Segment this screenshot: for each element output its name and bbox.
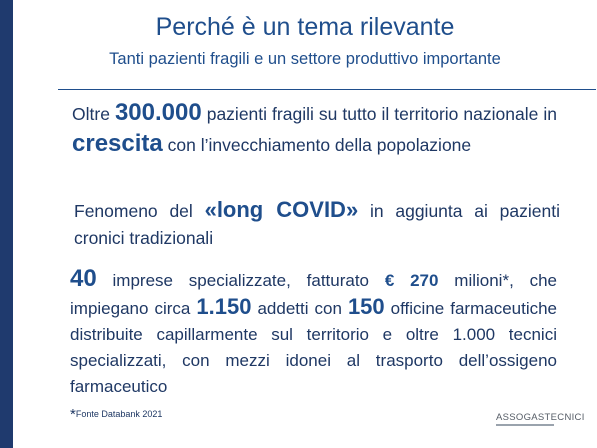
logo-text: ASSOGASTECNICI (496, 412, 585, 423)
companies-count: 40 (70, 265, 97, 292)
patients-count: 300.000 (114, 99, 202, 126)
source-footnote (70, 406, 162, 423)
paragraph-text: milioni*, che impiegano circa (70, 271, 558, 318)
employees-count: 1.150 (196, 294, 252, 319)
paragraph-text: con l’invecchiamento della popolazione (162, 135, 472, 155)
paragraph-text: Fenomeno del (74, 201, 205, 221)
paragraph-text: imprese specializzate, fatturato (96, 271, 385, 290)
paragraph-text: in aggiunta ai pazienti cronici tradizionali (74, 201, 561, 248)
workshops-count: 150 (347, 294, 385, 319)
paragraph-text: pazienti fragili su tutto il territorio nazionale in (201, 104, 557, 124)
revenue-value: € 270 (384, 271, 439, 290)
paragraph-text: officine farmaceutiche distribuite capillarmente sul territorio e oltre 1.000 tecnici specializzati, con mezzi idonei al trasporto dell’ossigeno farmaceutico (70, 299, 558, 396)
logo-underline (496, 424, 554, 426)
paragraph-long-covid (74, 196, 560, 252)
assogastecnici-logo (496, 412, 586, 434)
growth-highlight: crescita (72, 130, 163, 157)
paragraph-text: Oltre (72, 104, 115, 124)
footnote-text: Fonte Databank 2021 (75, 409, 163, 419)
paragraph-text: addetti con (251, 299, 348, 318)
paragraph-patients (72, 98, 557, 160)
left-accent-bar (0, 0, 13, 448)
long-covid-highlight: «long COVID» (204, 197, 359, 222)
paragraph-industry (70, 266, 557, 400)
page-title: Perché è un tema rilevante (155, 13, 455, 41)
page-subtitle: Tanti pazienti fragili e un settore produttivo importante (109, 50, 501, 68)
footnote-star: * (70, 406, 76, 423)
title-divider (58, 89, 596, 90)
